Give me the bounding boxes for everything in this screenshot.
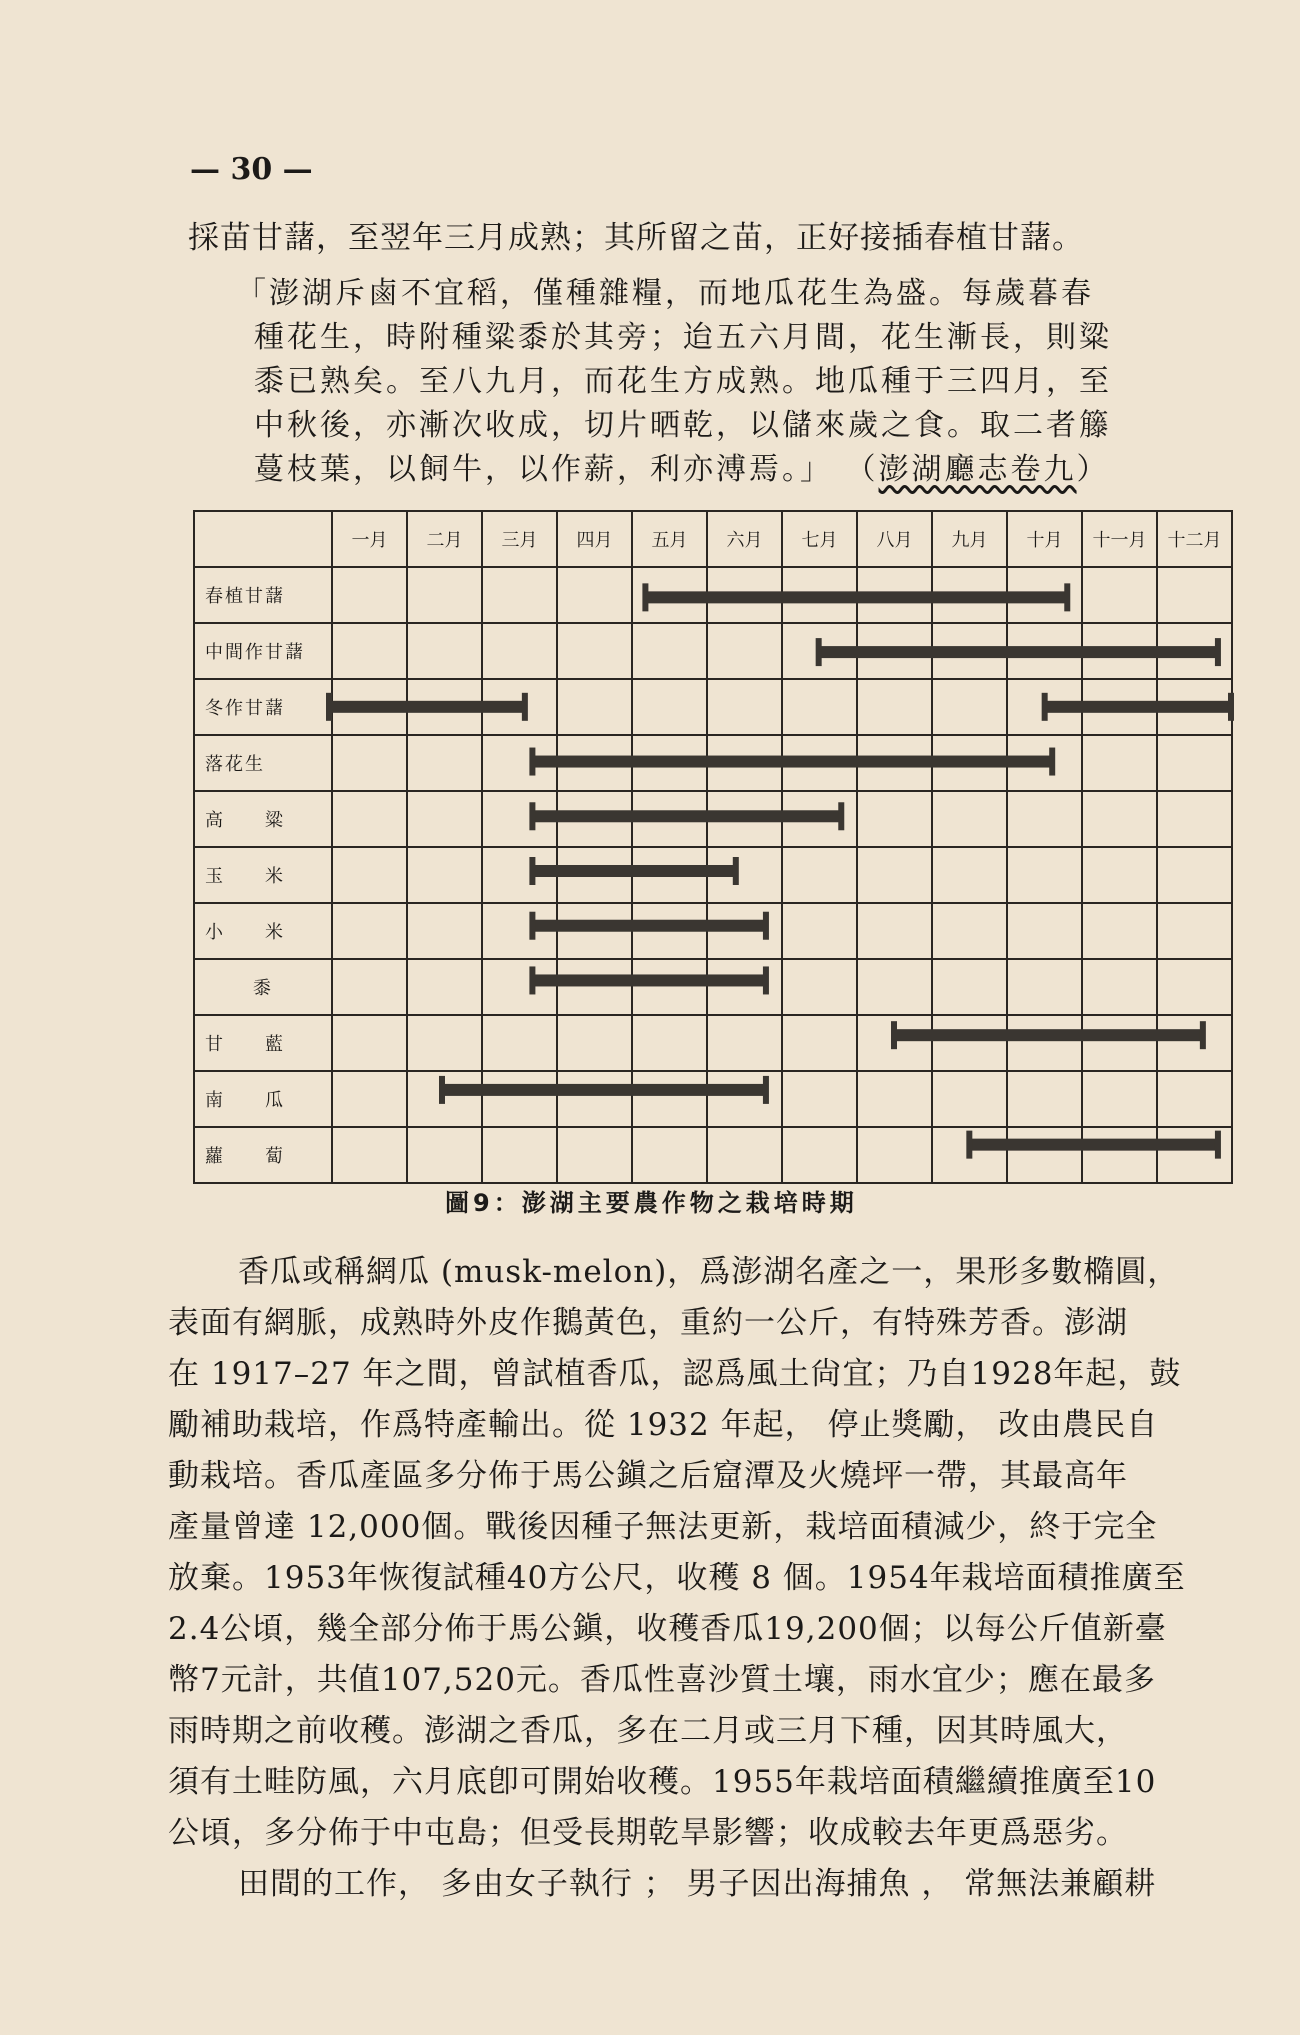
month-cell bbox=[1157, 1071, 1232, 1127]
month-cell bbox=[1157, 959, 1232, 1015]
month-cell bbox=[1157, 791, 1232, 847]
figure-caption: 圖9：澎湖主要農作物之栽培時期 bbox=[445, 1189, 858, 1217]
month-cell bbox=[782, 1015, 857, 1071]
month-cell bbox=[1007, 623, 1082, 679]
paragraph-line: 香瓜或稱網瓜 (musk-melon)，爲澎湖名產之一，果形多數橢圓， bbox=[238, 1254, 1180, 1290]
month-cell bbox=[932, 1127, 1007, 1183]
crop-label: 春植甘藷 bbox=[194, 567, 332, 623]
month-cell bbox=[632, 567, 707, 623]
crop-label: 小 米 bbox=[194, 903, 332, 959]
month-header: 四月 bbox=[557, 511, 632, 567]
month-cell bbox=[482, 959, 557, 1015]
month-cell bbox=[1082, 679, 1157, 735]
month-cell bbox=[1007, 1127, 1082, 1183]
month-cell bbox=[932, 735, 1007, 791]
month-cell bbox=[1082, 959, 1157, 1015]
month-cell bbox=[857, 623, 932, 679]
month-cell bbox=[1157, 567, 1232, 623]
quote-last-text: 蔓枝葉，以飼牛，以作薪，利亦溥焉。」 bbox=[254, 452, 833, 487]
month-cell bbox=[1007, 567, 1082, 623]
month-header: 八月 bbox=[857, 511, 932, 567]
month-cell bbox=[632, 1127, 707, 1183]
month-cell bbox=[1157, 623, 1232, 679]
month-cell bbox=[782, 847, 857, 903]
month-cell bbox=[707, 1071, 782, 1127]
month-cell bbox=[1082, 1071, 1157, 1127]
month-cell bbox=[482, 567, 557, 623]
month-header: 九月 bbox=[932, 511, 1007, 567]
month-header: 十月 bbox=[1007, 511, 1082, 567]
month-cell bbox=[557, 1015, 632, 1071]
month-cell bbox=[632, 959, 707, 1015]
crop-label: 黍 bbox=[194, 959, 332, 1015]
month-cell bbox=[632, 679, 707, 735]
paragraph-line: 動栽培。香瓜產區多分佈于馬公鎭之后窟潭及火燒坪一帶，其最高年 bbox=[168, 1458, 1128, 1494]
month-cell bbox=[857, 791, 932, 847]
month-cell bbox=[707, 847, 782, 903]
month-header: 七月 bbox=[782, 511, 857, 567]
month-cell bbox=[932, 623, 1007, 679]
month-cell bbox=[332, 567, 407, 623]
month-cell bbox=[632, 847, 707, 903]
quote-line: 「澎湖斥鹵不宜稻，僅種雜糧，而地瓜花生為盛。每歲暮春 bbox=[236, 276, 1094, 311]
source-open: （ bbox=[845, 452, 879, 487]
month-cell bbox=[407, 567, 482, 623]
crop-row bbox=[194, 1071, 1232, 1127]
quote-line: 種花生，時附種粱黍於其旁；迨五六月間，花生漸長，則粱 bbox=[254, 320, 1112, 355]
month-cell bbox=[632, 623, 707, 679]
paragraph-line: 產量曾達 12,000個。戰後因種子無法更新，栽培面積減少，終于完全 bbox=[168, 1509, 1158, 1545]
month-cell bbox=[482, 847, 557, 903]
month-cell bbox=[557, 735, 632, 791]
month-cell bbox=[407, 791, 482, 847]
month-cell bbox=[332, 959, 407, 1015]
month-header: 十一月 bbox=[1082, 511, 1157, 567]
month-cell bbox=[407, 959, 482, 1015]
month-cell bbox=[557, 1071, 632, 1127]
month-cell bbox=[332, 1015, 407, 1071]
crop-row bbox=[194, 623, 1232, 679]
quote-line: 中秋後，亦漸次收成，切片晒乾，以儲來歲之食。取二者籐 bbox=[254, 408, 1112, 443]
month-cell bbox=[1157, 1127, 1232, 1183]
month-cell bbox=[1007, 735, 1082, 791]
table-header-row bbox=[194, 511, 1232, 567]
month-cell bbox=[1082, 1127, 1157, 1183]
month-cell bbox=[782, 735, 857, 791]
month-cell bbox=[932, 1071, 1007, 1127]
month-cell bbox=[782, 1127, 857, 1183]
paragraph-line: 公頃，多分佈于中屯島；但受長期乾旱影響；收成較去年更爲惡劣。 bbox=[168, 1815, 1128, 1851]
month-header: 五月 bbox=[632, 511, 707, 567]
month-cell bbox=[932, 679, 1007, 735]
crop-row bbox=[194, 847, 1232, 903]
month-cell bbox=[932, 959, 1007, 1015]
crop-row bbox=[194, 567, 1232, 623]
month-cell bbox=[1007, 847, 1082, 903]
month-header: 一月 bbox=[332, 511, 407, 567]
month-cell bbox=[482, 903, 557, 959]
crop-calendar-table bbox=[193, 510, 1233, 1184]
month-cell bbox=[707, 791, 782, 847]
month-cell bbox=[1082, 623, 1157, 679]
month-cell bbox=[1157, 903, 1232, 959]
month-cell bbox=[1082, 567, 1157, 623]
month-cell bbox=[557, 1127, 632, 1183]
month-cell bbox=[782, 959, 857, 1015]
paragraph-line: 須有土畦防風，六月底卽可開始收穫。1955年栽培面積繼續推廣至10 bbox=[168, 1764, 1157, 1800]
month-cell bbox=[707, 567, 782, 623]
paragraph-line: 放棄。1953年恢復試種40方公尺，收穫 8 個。1954年栽培面積推廣至 bbox=[168, 1560, 1186, 1596]
crop-label: 落花生 bbox=[194, 735, 332, 791]
crop-row bbox=[194, 735, 1232, 791]
month-cell bbox=[707, 623, 782, 679]
month-cell bbox=[932, 847, 1007, 903]
month-cell bbox=[1082, 735, 1157, 791]
quote-source: 澎湖廳志卷九 bbox=[878, 452, 1077, 487]
month-cell bbox=[332, 1127, 407, 1183]
month-cell bbox=[857, 1015, 932, 1071]
month-cell bbox=[482, 623, 557, 679]
month-cell bbox=[782, 679, 857, 735]
month-cell bbox=[332, 847, 407, 903]
crop-label: 高 粱 bbox=[194, 791, 332, 847]
source-close: ） bbox=[1076, 452, 1110, 487]
month-cell bbox=[557, 903, 632, 959]
month-cell bbox=[782, 567, 857, 623]
paragraph-line: 幣7元計，共值107,520元。香瓜性喜沙質土壤，雨水宜少；應在最多 bbox=[168, 1662, 1156, 1698]
month-cell bbox=[1157, 679, 1232, 735]
page-number: — 30 — bbox=[190, 152, 313, 187]
month-cell bbox=[482, 1071, 557, 1127]
month-cell bbox=[782, 791, 857, 847]
month-cell bbox=[482, 735, 557, 791]
month-cell bbox=[1007, 903, 1082, 959]
month-cell bbox=[407, 903, 482, 959]
month-cell bbox=[632, 903, 707, 959]
month-cell bbox=[707, 735, 782, 791]
month-cell bbox=[557, 567, 632, 623]
month-cell bbox=[857, 735, 932, 791]
month-cell bbox=[407, 1015, 482, 1071]
month-cell bbox=[857, 1127, 932, 1183]
month-cell bbox=[557, 679, 632, 735]
month-cell bbox=[332, 1071, 407, 1127]
month-cell bbox=[407, 1071, 482, 1127]
crop-row bbox=[194, 1127, 1232, 1183]
month-cell bbox=[932, 1015, 1007, 1071]
month-cell bbox=[407, 847, 482, 903]
month-cell bbox=[1157, 735, 1232, 791]
paragraph-line: 表面有網脈，成熟時外皮作鵝黃色，重約一公斤，有特殊芳香。澎湖 bbox=[168, 1305, 1128, 1341]
crop-label: 甘 藍 bbox=[194, 1015, 332, 1071]
paragraph-line: 勵補助栽培，作爲特產輸出。從 1932 年起， 停止獎勵， 改由農民自 bbox=[168, 1407, 1159, 1443]
month-cell bbox=[482, 1127, 557, 1183]
month-cell bbox=[1007, 1071, 1082, 1127]
month-cell bbox=[707, 1127, 782, 1183]
month-cell bbox=[632, 1015, 707, 1071]
month-cell bbox=[782, 903, 857, 959]
month-cell bbox=[482, 679, 557, 735]
quote-line: 黍已熟矣。至八九月，而花生方成熟。地瓜種于三四月，至 bbox=[254, 364, 1112, 399]
month-cell bbox=[1157, 1015, 1232, 1071]
month-cell bbox=[557, 847, 632, 903]
crop-row bbox=[194, 679, 1232, 735]
month-cell bbox=[332, 679, 407, 735]
month-cell bbox=[332, 735, 407, 791]
month-cell bbox=[557, 623, 632, 679]
month-cell bbox=[1157, 847, 1232, 903]
month-cell bbox=[857, 903, 932, 959]
crop-row bbox=[194, 903, 1232, 959]
month-cell bbox=[1082, 847, 1157, 903]
month-cell bbox=[1007, 959, 1082, 1015]
month-cell bbox=[707, 959, 782, 1015]
crop-row bbox=[194, 1015, 1232, 1071]
month-header: 六月 bbox=[707, 511, 782, 567]
month-cell bbox=[1082, 791, 1157, 847]
month-cell bbox=[932, 567, 1007, 623]
month-cell bbox=[557, 791, 632, 847]
crop-label: 中間作甘藷 bbox=[194, 623, 332, 679]
crop-label: 蘿 蔔 bbox=[194, 1127, 332, 1183]
month-cell bbox=[857, 847, 932, 903]
month-cell bbox=[332, 623, 407, 679]
month-cell bbox=[707, 679, 782, 735]
month-header: 十二月 bbox=[1157, 511, 1232, 567]
paragraph-line: 雨時期之前收穫。澎湖之香瓜，多在二月或三月下種，因其時風大， bbox=[168, 1713, 1128, 1749]
quote-line bbox=[254, 444, 1110, 488]
crop-row bbox=[194, 791, 1232, 847]
table-corner-cell bbox=[194, 511, 332, 567]
crop-label: 南 瓜 bbox=[194, 1071, 332, 1127]
month-cell bbox=[857, 1071, 932, 1127]
month-cell bbox=[857, 567, 932, 623]
month-cell bbox=[407, 679, 482, 735]
month-cell bbox=[857, 959, 932, 1015]
month-header: 二月 bbox=[407, 511, 482, 567]
month-cell bbox=[1082, 1015, 1157, 1071]
month-cell bbox=[932, 791, 1007, 847]
month-cell bbox=[1007, 679, 1082, 735]
crop-row bbox=[194, 959, 1232, 1015]
month-cell bbox=[632, 1071, 707, 1127]
month-cell bbox=[857, 679, 932, 735]
crop-label: 冬作甘藷 bbox=[194, 679, 332, 735]
month-cell bbox=[782, 623, 857, 679]
paragraph-line: 在 1917–27 年之間，曾試植香瓜，認爲風土尙宜；乃自1928年起，鼓 bbox=[168, 1356, 1182, 1392]
month-cell bbox=[332, 903, 407, 959]
month-cell bbox=[332, 791, 407, 847]
month-cell bbox=[707, 903, 782, 959]
month-cell bbox=[707, 1015, 782, 1071]
month-cell bbox=[1007, 791, 1082, 847]
month-cell bbox=[557, 959, 632, 1015]
month-header: 三月 bbox=[482, 511, 557, 567]
crop-label: 玉 米 bbox=[194, 847, 332, 903]
intro-line: 採苗甘藷，至翌年三月成熟；其所留之苗，正好接插春植甘藷。 bbox=[188, 220, 1084, 256]
paragraph-line: 2.4公頃，幾全部分佈于馬公鎭，收穫香瓜19,200個；以每公斤值新臺 bbox=[168, 1611, 1167, 1647]
month-cell bbox=[632, 735, 707, 791]
month-cell bbox=[1007, 1015, 1082, 1071]
paragraph-line: 田間的工作， 多由女子執行 ； 男子因出海捕魚 ， 常無法兼顧耕 bbox=[238, 1866, 1157, 1902]
month-cell bbox=[482, 1015, 557, 1071]
month-cell bbox=[407, 735, 482, 791]
month-cell bbox=[482, 791, 557, 847]
month-cell bbox=[1082, 903, 1157, 959]
month-cell bbox=[407, 623, 482, 679]
month-cell bbox=[407, 1127, 482, 1183]
month-cell bbox=[632, 791, 707, 847]
month-cell bbox=[782, 1071, 857, 1127]
month-cell bbox=[932, 903, 1007, 959]
